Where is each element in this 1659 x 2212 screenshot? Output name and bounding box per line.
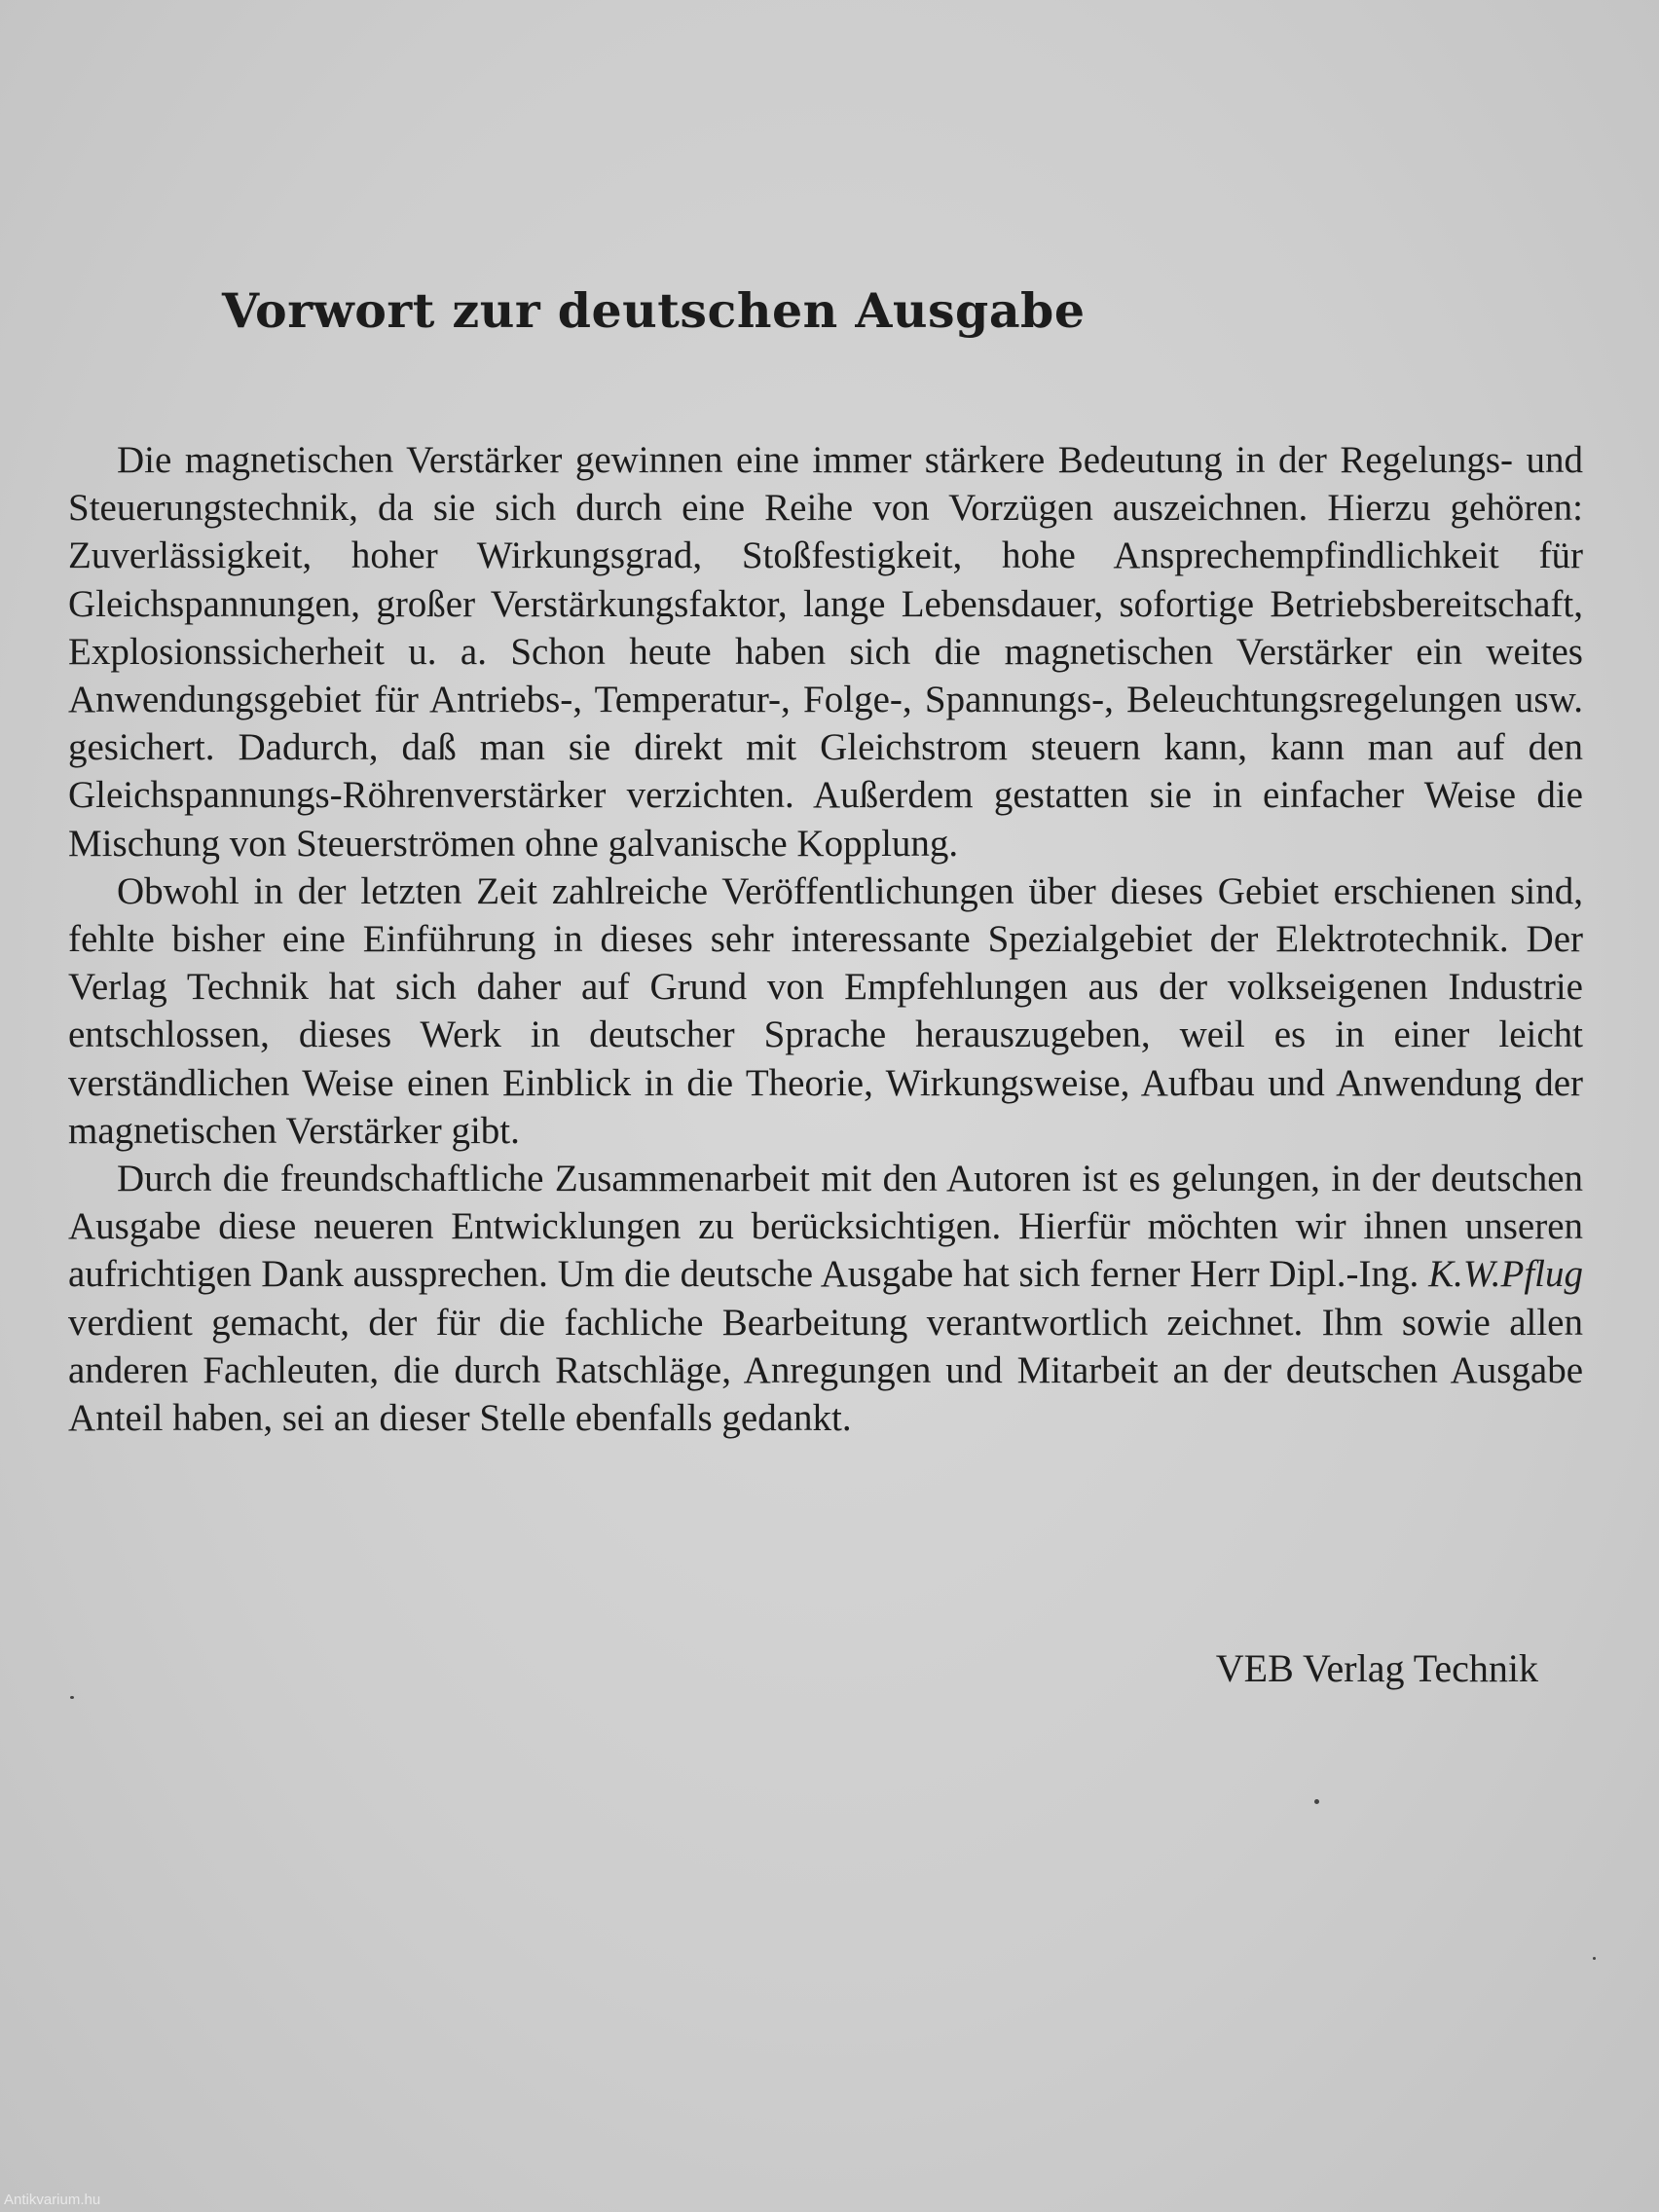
page-title: Vorwort zur deutschen Ausgabe: [222, 282, 1086, 339]
paragraph-3-text-before: Durch die freundschaftliche Zusammenarbeit mit den Autoren ist es gelungen, in der deutschen Ausgabe diese neueren Entwicklungen zu berücksichtigen. Hierfür möchten wir ihnen unseren aufrichtigen Dank aussprechen. Um die deutsche Ausgabe hat sich ferner Herr Dipl.-Ing.: [68, 1158, 1583, 1296]
editor-name: K.W.Pflug: [1428, 1253, 1583, 1296]
watermark: Antikvarium.hu: [4, 2192, 101, 2208]
paragraph-1: Die magnetischen Verstärker gewinnen eine immer stärkere Bedeutung in der Regelungs- und Steuerungstechnik, da sie sich durch eine Reihe von Vorzügen auszeichnen. Hierzu gehören: Zuverlässigkeit, hoher Wirkungsgrad, Stoßfestigkeit, hohe Ansprechempfindlichkeit für Gleichspannungen, großer Verstärkungsfaktor, lange Lebensdauer, sofortige Betriebsbereitschaft, Explosionssicherheit u. a. Schon heute haben sich die magnetischen Verstärker ein weites Anwendungsgebiet für Antriebs-, Temperatur-, Folge-, Spannungs-, Beleuchtungsregelungen usw. gesichert. Dadurch, daß man sie direkt mit Gleichstrom steuern kann, kann man auf den Gleichspannungs-Röhrenverstärker verzichten. Außerdem gestatten sie in einfacher Weise die Mischung von Steuerströmen ohne galvanische Kopplung.: [68, 439, 1583, 865]
paper-speck: [1314, 1799, 1319, 1804]
publisher-signature: VEB Verlag Technik: [1215, 1646, 1538, 1690]
paragraph-2: Obwohl in der letzten Zeit zahlreiche Veröffentlichungen über dieses Gebiet erschienen sind, fehlte bisher eine Einführung in dieses sehr interessante Spezialgebiet der Elektrotechnik. Der Verlag Technik hat sich daher auf Grund von Empfehlungen aus der volkseigenen Industrie entschlossen, dieses Werk in deutscher Sprache herauszugeben, weil es in einer leicht verständlichen Weise einen Einblick in die Theorie, Wirkungsweise, Aufbau und Anwendung der magnetischen Verstärker gibt.: [68, 869, 1583, 1152]
paper-speck: [1593, 1957, 1596, 1960]
paper-speck: [70, 1696, 74, 1699]
paragraph-3: [68, 1155, 1583, 1442]
paragraph-3-text-after: verdient gemacht, der für die fachliche Bearbeitung verantwortlich zeichnet. Ihm sowie allen anderen Fachleuten, die durch Ratschläge, Anregungen und Mitarbeit an der deutschen Ausgabe Anteil haben, sei an dieser Stelle ebenfalls gedankt.: [68, 1301, 1583, 1440]
preface-body: [68, 436, 1583, 1442]
